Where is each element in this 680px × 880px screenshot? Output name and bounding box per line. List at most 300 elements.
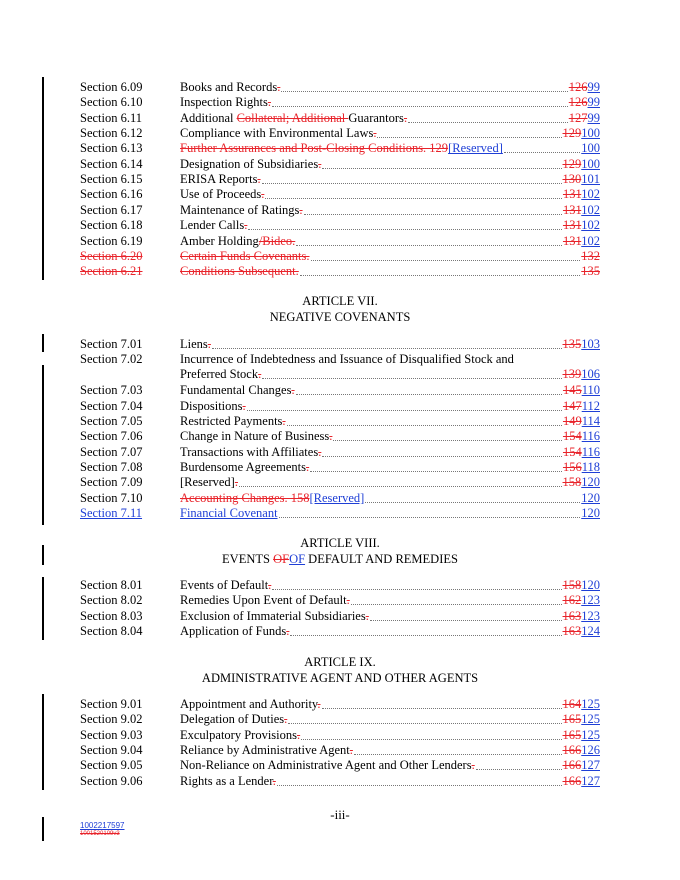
toc-entry[interactable] bbox=[80, 624, 600, 639]
toc-entry[interactable] bbox=[80, 234, 600, 249]
deleted-text: . bbox=[267, 95, 271, 110]
text-segment: DEFAULT AND REMEDIES bbox=[305, 552, 458, 566]
section-title bbox=[180, 506, 278, 521]
dot-leader bbox=[408, 111, 568, 123]
deleted-text: 163 bbox=[562, 624, 582, 639]
deleted-text: . bbox=[284, 712, 288, 727]
toc-entry[interactable] bbox=[80, 460, 600, 475]
text-segment: Delegation of Duties bbox=[180, 712, 285, 727]
inserted-text: 100 bbox=[581, 141, 600, 156]
page-reference bbox=[563, 203, 600, 218]
deleted-text: . bbox=[261, 187, 265, 202]
toc-entry[interactable] bbox=[80, 697, 600, 712]
page-reference bbox=[563, 234, 600, 249]
section-title bbox=[180, 187, 264, 202]
section-title bbox=[180, 697, 321, 712]
page-reference bbox=[581, 141, 600, 156]
deleted-text: 139 bbox=[562, 367, 582, 382]
page-reference bbox=[563, 578, 601, 593]
text-segment: Events of Default bbox=[180, 578, 269, 592]
deleted-text: . bbox=[403, 110, 408, 125]
toc-entry[interactable] bbox=[80, 80, 600, 95]
dot-leader bbox=[262, 367, 561, 379]
deleted-text: . bbox=[306, 460, 310, 475]
deleted-text: . bbox=[258, 367, 262, 382]
deleted-text: 135 bbox=[581, 264, 600, 279]
text-segment: Transactions with Affiliates bbox=[180, 444, 319, 459]
toc-entry[interactable] bbox=[80, 593, 600, 608]
page-reference bbox=[569, 80, 600, 95]
section-number: Section 8.03 bbox=[80, 608, 143, 623]
deleted-text: . bbox=[277, 80, 281, 94]
inserted-text: 123 bbox=[581, 593, 600, 608]
change-bar bbox=[42, 365, 44, 525]
dot-leader bbox=[310, 460, 562, 472]
section-number: Section 7.05 bbox=[80, 414, 143, 429]
inserted-text: 99 bbox=[587, 80, 600, 94]
deleted-text: 162 bbox=[562, 593, 582, 608]
dot-leader bbox=[265, 187, 562, 199]
inserted-text: 106 bbox=[581, 367, 600, 382]
deleted-text: 165 bbox=[562, 712, 582, 727]
toc-entry[interactable] bbox=[80, 337, 600, 352]
dot-leader bbox=[277, 774, 562, 786]
change-bar bbox=[42, 577, 44, 640]
text-segment: [Reserved] bbox=[180, 475, 235, 490]
deleted-text: 165 bbox=[562, 727, 582, 742]
text-segment: Change in Nature of Business bbox=[180, 429, 330, 444]
toc-entry[interactable] bbox=[80, 491, 600, 506]
page-reference bbox=[563, 758, 601, 773]
deleted-text: 126 bbox=[568, 95, 588, 110]
toc-entry[interactable] bbox=[80, 445, 600, 460]
dot-leader bbox=[311, 249, 581, 261]
inserted-text: 126 bbox=[581, 743, 600, 758]
article-number: ARTICLE VIII. bbox=[300, 536, 380, 550]
section-title bbox=[180, 95, 271, 110]
inserted-text: 127 bbox=[581, 773, 600, 788]
section-number: Section 7.06 bbox=[80, 429, 143, 444]
deleted-text: . bbox=[365, 608, 369, 623]
document-id: 1002217597 bbox=[80, 821, 125, 830]
text-segment: Additional bbox=[180, 110, 237, 125]
dot-leader bbox=[370, 609, 562, 621]
toc-entry[interactable] bbox=[80, 203, 600, 218]
deleted-text: 158 bbox=[562, 578, 582, 592]
page-reference bbox=[581, 491, 600, 506]
inserted-text: 103 bbox=[581, 337, 600, 351]
toc-entry[interactable] bbox=[80, 141, 600, 156]
deleted-text: 132 bbox=[581, 248, 600, 263]
section-title bbox=[180, 593, 350, 608]
page-reference bbox=[563, 460, 600, 475]
deleted-text: 166 bbox=[562, 743, 582, 758]
inserted-text: 114 bbox=[581, 414, 600, 429]
dot-leader bbox=[272, 95, 568, 107]
change-bar bbox=[42, 694, 44, 790]
text-segment: ERISA Reports bbox=[180, 172, 258, 187]
inserted-text: Financial Covenant bbox=[180, 506, 278, 521]
section-title bbox=[180, 609, 369, 624]
deleted-text: . bbox=[318, 444, 322, 459]
section-title bbox=[180, 445, 321, 460]
deleted-text: 166 bbox=[562, 758, 582, 773]
deleted-text: 131 bbox=[562, 202, 582, 217]
deleted-text: . bbox=[291, 383, 295, 398]
inserted-text: 110 bbox=[581, 383, 600, 398]
dot-leader bbox=[322, 157, 561, 169]
page-reference bbox=[563, 743, 601, 758]
section-number: Section 6.19 bbox=[80, 233, 143, 248]
section-number: Section 6.20 bbox=[80, 248, 143, 263]
text-segment: Amber Holding bbox=[180, 233, 259, 248]
toc-entry[interactable] bbox=[80, 95, 600, 110]
text-segment: EVENTS bbox=[222, 552, 274, 566]
dot-leader bbox=[287, 414, 562, 426]
text-segment: Books and Records bbox=[180, 80, 278, 94]
page-reference bbox=[563, 126, 601, 141]
section-number: Section 6.12 bbox=[80, 126, 143, 141]
deleted-text: . bbox=[234, 475, 238, 490]
dot-leader bbox=[301, 728, 561, 740]
inserted-text: OF bbox=[289, 552, 306, 566]
deleted-text: 127 bbox=[568, 110, 588, 125]
section-title bbox=[180, 249, 310, 264]
deleted-text: . bbox=[318, 156, 322, 171]
page-reference bbox=[563, 218, 600, 233]
inserted-text: 101 bbox=[581, 172, 600, 187]
section-title bbox=[180, 624, 289, 639]
page-reference bbox=[563, 445, 600, 460]
toc-entry[interactable] bbox=[80, 383, 600, 398]
text-segment: Incurrence of Indebtedness and Issuance of Disqualified Stock and bbox=[180, 352, 514, 367]
page-reference bbox=[581, 506, 600, 521]
toc-entry[interactable] bbox=[80, 399, 600, 414]
toc-entry[interactable] bbox=[80, 187, 600, 202]
deleted-text: . bbox=[299, 202, 303, 217]
dot-leader bbox=[351, 593, 562, 605]
toc-entry[interactable] bbox=[80, 126, 600, 141]
deleted-text: 131 bbox=[562, 218, 582, 233]
text-segment: Application of Funds bbox=[180, 624, 287, 639]
section-number: Section 6.21 bbox=[80, 264, 143, 279]
deleted-text: . bbox=[297, 727, 301, 742]
deleted-text: Conditions Subsequent. bbox=[180, 264, 299, 279]
section-number: Section 7.03 bbox=[80, 383, 143, 398]
toc-entry[interactable] bbox=[80, 218, 600, 233]
section-number: Section 6.15 bbox=[80, 172, 143, 187]
inserted-text: 102 bbox=[581, 233, 600, 248]
deleted-text: 166 bbox=[562, 773, 582, 788]
toc-entry[interactable] bbox=[80, 429, 600, 444]
text-segment: Exclusion of Immaterial Subsidiaries bbox=[180, 608, 366, 623]
inserted-text: 125 bbox=[581, 727, 600, 742]
page-reference bbox=[563, 712, 601, 727]
deleted-text: 130 bbox=[562, 172, 582, 187]
inserted-text: 102 bbox=[581, 187, 600, 202]
inserted-text: 127 bbox=[581, 758, 600, 773]
deleted-text: . bbox=[373, 126, 377, 141]
text-segment: Dispositions bbox=[180, 398, 243, 413]
section-number: Section 8.01 bbox=[80, 578, 143, 592]
page-reference bbox=[581, 264, 600, 279]
section-number: Section 6.09 bbox=[80, 80, 143, 94]
section-title bbox=[180, 399, 246, 414]
change-bar bbox=[42, 77, 44, 280]
toc-entry[interactable] bbox=[80, 609, 600, 624]
deleted-text: . bbox=[329, 429, 333, 444]
section-title bbox=[180, 157, 321, 172]
deleted-text: 154 bbox=[562, 444, 582, 459]
section-number: Section 6.13 bbox=[80, 141, 143, 156]
text-segment: Maintenance of Ratings bbox=[180, 202, 300, 217]
inserted-text: 123 bbox=[581, 608, 600, 623]
text-segment: Use of Proceeds bbox=[180, 187, 262, 202]
toc-entry[interactable] bbox=[80, 172, 600, 187]
text-segment: Compliance with Environmental Laws bbox=[180, 126, 374, 141]
section-title bbox=[180, 203, 303, 218]
section-title bbox=[180, 367, 261, 382]
text-segment: Rights as a Lender bbox=[180, 773, 273, 788]
text-segment: Remedies Upon Event of Default bbox=[180, 593, 347, 608]
deleted-text: . bbox=[317, 697, 321, 711]
page-reference bbox=[563, 475, 601, 490]
text-segment: Preferred Stock bbox=[180, 367, 259, 382]
page-reference bbox=[563, 624, 601, 639]
dot-leader bbox=[212, 337, 562, 349]
dot-leader bbox=[504, 141, 580, 153]
text-segment: Designation of Subsidiaries bbox=[180, 156, 319, 171]
toc-entry[interactable] bbox=[80, 506, 600, 521]
section-number: Section 7.04 bbox=[80, 398, 143, 413]
page-reference bbox=[569, 111, 600, 126]
page-reference bbox=[563, 697, 601, 712]
toc-entry[interactable] bbox=[80, 743, 600, 758]
section-number: Section 6.18 bbox=[80, 218, 143, 233]
section-title bbox=[180, 743, 353, 758]
page-reference bbox=[563, 337, 601, 352]
text-segment: Guarantors bbox=[348, 110, 404, 125]
text-segment: Exculpatory Provisions bbox=[180, 727, 298, 742]
deleted-text: . bbox=[286, 624, 290, 639]
section-title bbox=[180, 383, 295, 398]
dot-leader bbox=[476, 758, 562, 770]
page-reference bbox=[563, 414, 600, 429]
section-number: Section 9.05 bbox=[80, 758, 143, 773]
section-title bbox=[180, 578, 271, 593]
section-title bbox=[180, 475, 238, 490]
dot-leader bbox=[322, 697, 562, 709]
deleted-text: 163 bbox=[562, 608, 582, 623]
dot-leader bbox=[365, 491, 580, 503]
deleted-text: . bbox=[282, 414, 286, 429]
section-title bbox=[180, 234, 295, 249]
section-number: Section 9.03 bbox=[80, 727, 143, 742]
toc-entry[interactable] bbox=[80, 774, 600, 789]
deleted-text: 129 bbox=[562, 126, 582, 141]
inserted-text: 102 bbox=[581, 218, 600, 233]
section-number: Section 9.02 bbox=[80, 712, 143, 727]
toc-entry[interactable] bbox=[80, 264, 600, 279]
toc-entry[interactable] bbox=[80, 758, 600, 773]
deleted-text: . bbox=[257, 172, 261, 187]
deleted-text: 126 bbox=[568, 80, 588, 94]
dot-leader bbox=[239, 475, 562, 487]
inserted-text: 99 bbox=[587, 95, 600, 110]
inserted-text: 120 bbox=[581, 475, 600, 490]
inserted-text: 124 bbox=[581, 624, 600, 639]
section-title bbox=[180, 774, 276, 789]
inserted-text: 99 bbox=[587, 110, 600, 125]
section-number: Section 6.16 bbox=[80, 187, 143, 202]
section-number: Section 6.14 bbox=[80, 156, 143, 171]
section-number: Section 9.06 bbox=[80, 773, 143, 788]
dot-leader bbox=[322, 445, 562, 457]
deleted-text: OF bbox=[273, 552, 290, 566]
text-segment: Non-Reliance on Administrative Agent and Other Lenders bbox=[180, 758, 472, 773]
section-number: Section 9.04 bbox=[80, 743, 143, 758]
section-number: Section 6.17 bbox=[80, 202, 143, 217]
section-number: Section 8.02 bbox=[80, 593, 143, 608]
article-title bbox=[0, 551, 680, 567]
inserted-text: 118 bbox=[581, 460, 600, 475]
deleted-text: 154 bbox=[562, 429, 582, 444]
deleted-text: 158 bbox=[562, 475, 582, 490]
inserted-text: 125 bbox=[581, 712, 600, 727]
dot-leader bbox=[247, 399, 562, 411]
page-reference bbox=[563, 774, 601, 789]
deleted-text: . bbox=[207, 337, 211, 351]
section-title bbox=[180, 728, 300, 743]
section-title bbox=[180, 218, 247, 233]
inserted-text: [Reserved] bbox=[448, 141, 503, 156]
inserted-text: 116 bbox=[581, 444, 600, 459]
deleted-text: . bbox=[244, 218, 248, 233]
section-number: Section 6.10 bbox=[80, 95, 143, 110]
deleted-text: 164 bbox=[562, 697, 582, 711]
dot-leader bbox=[304, 203, 562, 215]
text-segment: Fundamental Changes bbox=[180, 383, 292, 398]
document-id-deleted: 1001520109v3 bbox=[80, 831, 120, 837]
inserted-text: 120 bbox=[581, 578, 600, 592]
text-segment: Inspection Rights bbox=[180, 95, 268, 110]
toc-entry[interactable] bbox=[80, 157, 600, 172]
section-title bbox=[180, 172, 261, 187]
page-reference bbox=[563, 593, 601, 608]
toc-entry[interactable] bbox=[80, 712, 600, 727]
section-number: Section 7.01 bbox=[80, 337, 143, 351]
section-number: Section 7.08 bbox=[80, 460, 143, 475]
inserted-text: 120 bbox=[581, 506, 600, 521]
inserted-text: 125 bbox=[581, 697, 600, 711]
dot-leader bbox=[290, 624, 561, 636]
inserted-text: 120 bbox=[581, 490, 600, 505]
section-title bbox=[180, 111, 407, 126]
page-reference bbox=[563, 728, 601, 743]
deleted-text: Accounting Changes. 158 bbox=[180, 490, 310, 505]
toc-entry[interactable] bbox=[80, 475, 600, 490]
section-title bbox=[180, 491, 364, 506]
dot-leader bbox=[354, 743, 562, 755]
page-reference bbox=[563, 172, 601, 187]
deleted-text: . bbox=[346, 593, 350, 608]
section-number: Section 7.10 bbox=[80, 490, 143, 505]
deleted-text: . bbox=[272, 773, 276, 788]
article-number: ARTICLE VII. bbox=[302, 294, 378, 308]
page-reference bbox=[563, 367, 601, 382]
page-reference bbox=[581, 249, 600, 264]
inserted-text: 100 bbox=[581, 126, 600, 141]
section-title bbox=[180, 414, 286, 429]
inserted-text: 100 bbox=[581, 156, 600, 171]
section-number: Section 7.09 bbox=[80, 475, 143, 490]
deleted-text: Collateral; Additional bbox=[236, 110, 349, 125]
deleted-text: 129 bbox=[562, 156, 582, 171]
section-number: Section 7.11 bbox=[80, 506, 143, 521]
deleted-text: 135 bbox=[562, 337, 582, 351]
section-title bbox=[180, 460, 309, 475]
page-reference bbox=[563, 383, 600, 398]
toc-entry[interactable] bbox=[80, 111, 600, 126]
section-title bbox=[180, 352, 514, 367]
toc-entry[interactable] bbox=[80, 249, 600, 264]
inserted-text: 112 bbox=[581, 398, 600, 413]
dot-leader bbox=[272, 578, 561, 590]
text-segment: Burdensome Agreements bbox=[180, 460, 307, 475]
dot-leader bbox=[248, 218, 562, 230]
deleted-text: 131 bbox=[562, 233, 582, 248]
toc-entry[interactable] bbox=[80, 728, 600, 743]
dot-leader bbox=[377, 126, 561, 138]
page-reference bbox=[563, 609, 601, 624]
dot-leader bbox=[281, 80, 567, 92]
toc-entry[interactable] bbox=[80, 578, 600, 593]
page-number: -iii- bbox=[330, 807, 350, 822]
section-title bbox=[180, 758, 475, 773]
dot-leader bbox=[333, 429, 562, 441]
deleted-text: 131 bbox=[562, 187, 582, 202]
page-reference bbox=[563, 429, 600, 444]
dot-leader bbox=[296, 234, 562, 246]
article-title: NEGATIVE COVENANTS bbox=[269, 310, 411, 324]
section-title bbox=[180, 126, 376, 141]
section-number: Section 8.04 bbox=[80, 624, 143, 639]
deleted-text: 147 bbox=[562, 398, 582, 413]
inserted-text: [Reserved] bbox=[309, 490, 365, 505]
text-segment: Reliance by Administrative Agent bbox=[180, 743, 350, 758]
inserted-text: 116 bbox=[581, 429, 600, 444]
article-8-heading bbox=[0, 535, 680, 567]
section-title bbox=[180, 337, 211, 352]
page-reference bbox=[563, 187, 600, 202]
deleted-text: . bbox=[242, 398, 246, 413]
dot-leader bbox=[296, 383, 562, 395]
deleted-text: . bbox=[471, 758, 475, 773]
article-9-heading bbox=[0, 654, 680, 686]
article-number: ARTICLE IX. bbox=[304, 655, 376, 669]
section-number: Section 9.01 bbox=[80, 697, 143, 711]
deleted-text: 145 bbox=[562, 383, 582, 398]
deleted-text: Further Assurances and Post-Closing Conditions. 129 bbox=[180, 141, 449, 156]
dot-leader bbox=[288, 712, 561, 724]
deleted-text: 156 bbox=[562, 460, 582, 475]
article-title: ADMINISTRATIVE AGENT AND OTHER AGENTS bbox=[201, 671, 479, 685]
text-segment: Appointment and Authority bbox=[180, 697, 318, 711]
toc-entry[interactable] bbox=[80, 414, 600, 429]
section-number: Section 6.11 bbox=[80, 110, 143, 125]
article-7-heading bbox=[0, 293, 680, 325]
toc-entry[interactable] bbox=[80, 352, 600, 382]
